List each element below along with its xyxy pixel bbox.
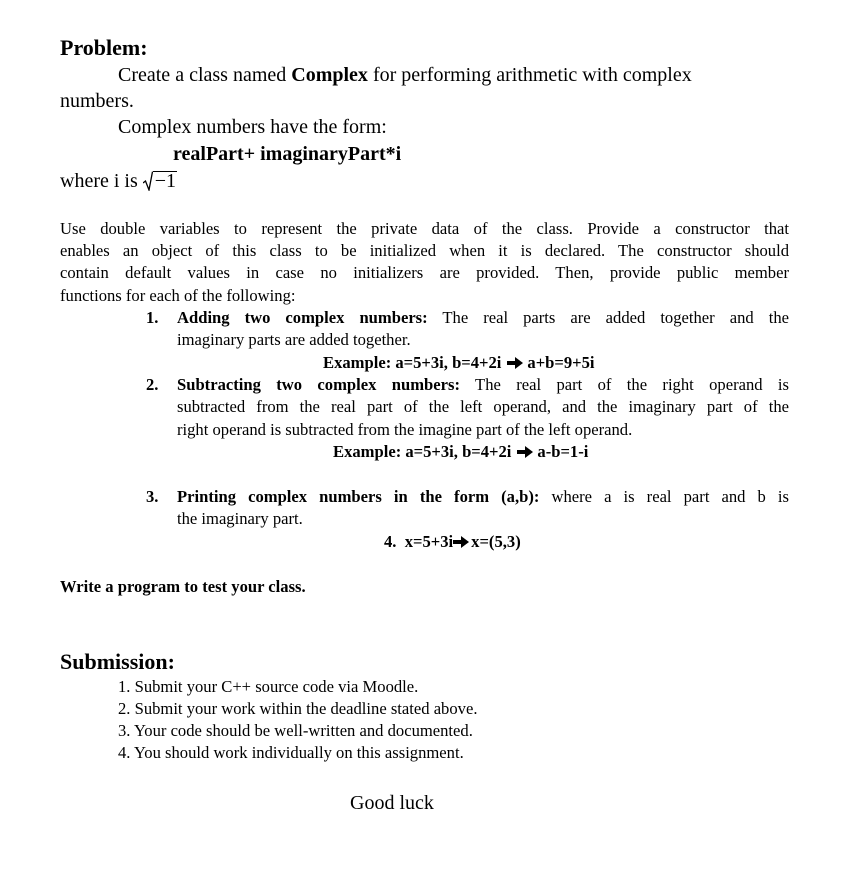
item-2-title: Subtracting two complex numbers: [177,375,460,394]
item-1-text: The real parts are added together and the [427,308,789,327]
closing-instruction: Write a program to test your class. [60,577,306,596]
signoff: Good luck [350,792,434,814]
submission-item-3: 3. Your code should be well-written and documented. [118,721,473,740]
item-1-number: 1. [146,308,159,327]
desc-line-3: contain default values in case no initializers are provided. Then, provide public member [60,263,789,282]
desc-line-2: enables an object of this class to be initialized when it is declared. The constructor should [60,241,789,260]
item-2-example-left: Example: a=5+3i, b=4+2i [333,442,512,461]
item-1-example [323,352,595,374]
item-2-line-3: right operand is subtracted from the imagine part of the left operand. [177,420,633,439]
problem-intro-continued: numbers. [60,90,134,112]
radical-sign-icon [143,171,153,191]
class-name: Complex [291,64,368,86]
intro-text-post: for performing arithmetic with complex [367,64,692,86]
item-4-example-left: x=5+3i [404,532,454,551]
item-1-example-right: a+b=9+5i [527,353,595,372]
item-2-text: The real part of the right operand is [460,375,789,394]
item-3-line-2: the imaginary part. [177,509,303,528]
radicand: −1 [154,170,177,192]
item-2-line-1 [177,374,789,396]
desc-line-4: functions for each of the following: [60,286,296,305]
item-3-text: where a is real part and b is [539,487,789,506]
item-3-number: 3. [146,487,159,506]
form-label: Complex numbers have the form: [118,116,387,138]
item-2-example-right: a-b=1-i [537,442,589,461]
submission-item-1: 1. Submit your C++ source code via Moodle. [118,677,419,696]
item-2-number: 2. [146,375,159,394]
arrow-right-icon [507,357,523,369]
item-1-line-2: imaginary parts are added together. [177,330,411,349]
item-2-line-2: subtracted from the real part of the left operand, and the imaginary part of the [177,397,789,416]
item-4 [384,531,521,553]
item-3-line-1 [177,486,789,508]
item-3-title: Printing complex numbers in the form (a,b): [177,487,540,506]
item-1-title: Adding two complex numbers: [177,308,428,327]
desc-line-1: Use double variables to represent the private data of the class. Provide a constructor that [60,219,789,238]
submission-heading: Submission: [60,649,175,674]
where-text: where i is [60,170,143,192]
item-2-example [333,441,588,463]
item-4-number: 4. [384,532,397,551]
item-1-line-1 [177,307,789,329]
problem-heading: Problem: [60,35,148,60]
intro-text-pre: Create a class named [118,64,292,86]
arrow-right-icon [453,536,469,548]
item-1-example-left: Example: a=5+3i, b=4+2i [323,353,502,372]
item-4-example-right: x=(5,3) [471,532,521,551]
square-root [143,170,177,193]
arrow-right-icon [517,446,533,458]
submission-item-2: 2. Submit your work within the deadline stated above. [118,699,478,718]
where-line [60,170,177,193]
problem-intro [118,64,692,87]
submission-item-4: 4. You should work individually on this assignment. [118,743,464,762]
formula: realPart+ imaginaryPart*i [173,143,402,165]
